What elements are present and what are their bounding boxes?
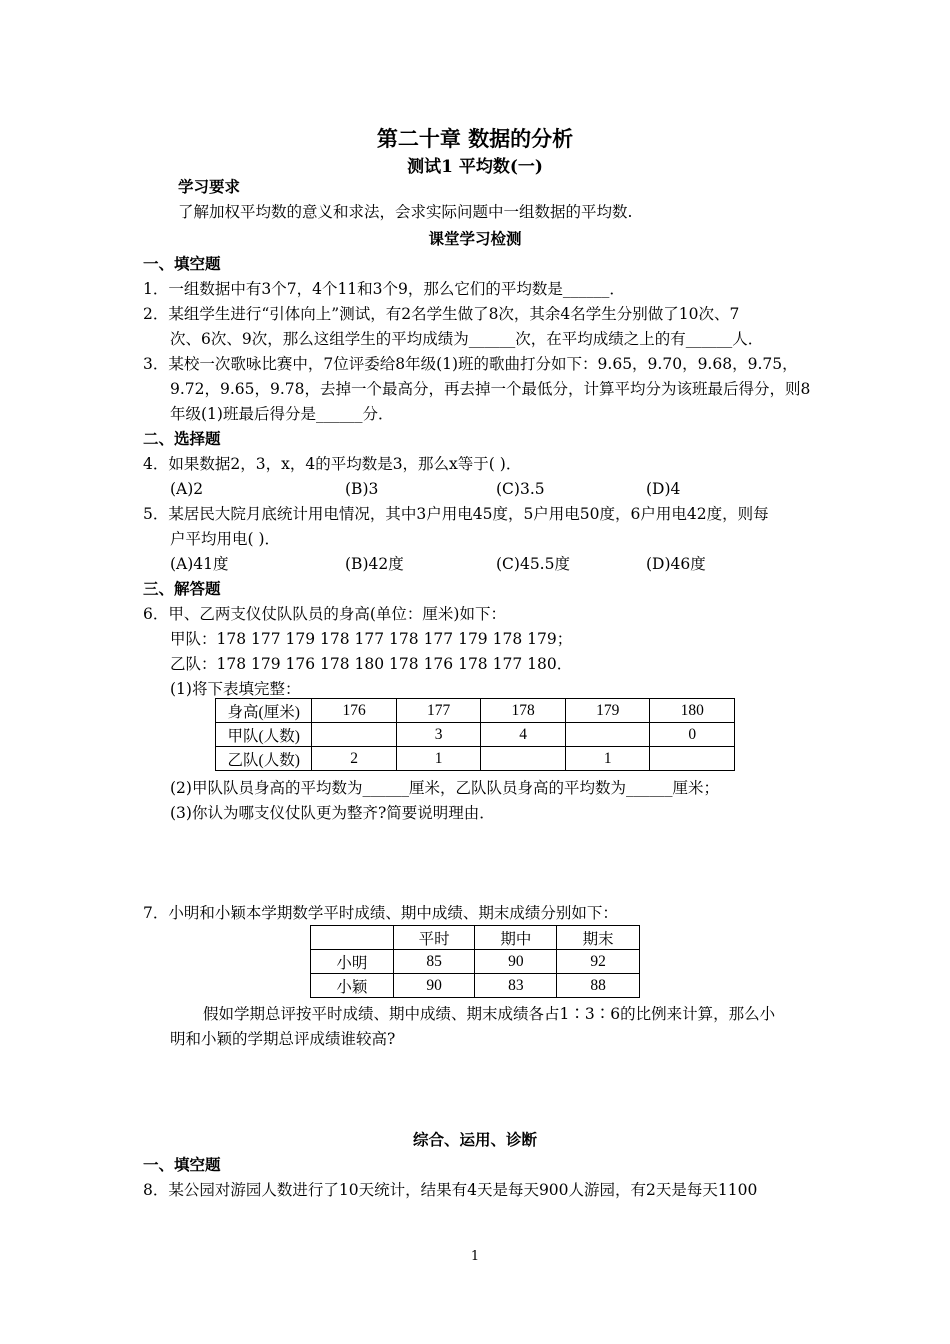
table-row xyxy=(216,747,735,771)
requirements-heading: 学习要求 xyxy=(178,177,241,196)
table-cell: 甲队(人数) xyxy=(216,723,312,747)
section-title-class: 课堂学习检测 xyxy=(428,229,522,248)
part-heading-choice: 二、选择题 xyxy=(143,429,221,448)
part-heading-fill-2: 一、填空题 xyxy=(143,1155,221,1174)
table-cell xyxy=(650,747,735,771)
q4-option-a: (A)2 xyxy=(170,480,204,498)
question-3-line-2: 9.72，9.65，9.78，去掉一个最高分，再去掉一个最低分，计算平均分为该班最后得分，则8 xyxy=(170,380,811,398)
table-cell xyxy=(565,723,650,747)
table-row xyxy=(216,699,735,723)
q7-text-line-2: 明和小颖的学期总评成绩谁较高? xyxy=(170,1030,396,1048)
question-2-line-1: 2．某组学生进行“引体向上”测试，有2名学生做了8次，其余4名学生分别做了10次、7 xyxy=(143,305,740,323)
q6-team-yi-data: 乙队：178 179 176 178 180 178 176 178 177 180． xyxy=(170,655,573,673)
table-cell: 1 xyxy=(396,747,481,771)
table-cell xyxy=(481,747,566,771)
table-cell: 180 xyxy=(650,699,735,723)
height-table xyxy=(215,698,735,771)
test-title: 测试1 平均数(一) xyxy=(407,157,543,177)
part-heading-solve: 三、解答题 xyxy=(143,579,221,598)
question-3-line-1: 3．某校一次歌咏比赛中，7位评委给8年级(1)班的歌曲打分如下：9.65，9.70，9.68，9.75， xyxy=(143,355,798,373)
table-row xyxy=(311,974,640,998)
table-cell: 小明 xyxy=(311,950,394,974)
table-cell xyxy=(311,926,394,950)
table-cell xyxy=(312,723,397,747)
question-5-line-2: 户平均用电( )． xyxy=(170,530,281,548)
q5-option-b: (B)42度 xyxy=(345,555,404,573)
question-1: 1．一组数据中有3个7，4个11和3个9，那么它们的平均数是______． xyxy=(143,280,625,298)
table-cell: 乙队(人数) xyxy=(216,747,312,771)
q5-option-c: (C)45.5度 xyxy=(496,555,570,573)
question-2-line-2: 次、6次、9次，那么这组学生的平均成绩为______次，在平均成绩之上的有______人． xyxy=(170,330,764,348)
question-5-line-1: 5．某居民大院月底统计用电情况，其中3户用电45度，5户用电50度，6户用电42度，则每 xyxy=(143,505,769,523)
question-3-line-3: 年级(1)班最后得分是______分． xyxy=(170,405,394,423)
q4-option-c: (C)3.5 xyxy=(496,480,545,498)
table-cell: 90 xyxy=(475,950,557,974)
table-cell: 179 xyxy=(565,699,650,723)
table-cell: 2 xyxy=(312,747,397,771)
table-cell: 92 xyxy=(557,950,640,974)
table-cell: 178 xyxy=(481,699,566,723)
q4-option-d: (D)4 xyxy=(646,480,681,498)
table-cell: 4 xyxy=(481,723,566,747)
q4-option-b: (B)3 xyxy=(345,480,379,498)
table-row xyxy=(311,926,640,950)
table-cell: 平时 xyxy=(393,926,475,950)
table-cell: 176 xyxy=(312,699,397,723)
q5-option-d: (D)46度 xyxy=(646,555,706,573)
q6-team-jia-data: 甲队：178 177 179 178 177 178 177 179 178 179； xyxy=(170,630,573,648)
table-cell: 88 xyxy=(557,974,640,998)
q6-subquestion-2: (2)甲队队员身高的平均数为______厘米，乙队队员身高的平均数为______厘米； xyxy=(170,779,719,797)
q7-text-line-1: 假如学期总评按平时成绩、期中成绩、期末成绩各占1∶3∶6的比例来计算，那么小 xyxy=(203,1005,776,1023)
chapter-title: 第二十章 数据的分析 xyxy=(376,126,574,151)
table-cell: 1 xyxy=(565,747,650,771)
table-cell: 3 xyxy=(396,723,481,747)
table-cell: 83 xyxy=(475,974,557,998)
table-cell: 小颖 xyxy=(311,974,394,998)
table-row xyxy=(311,950,640,974)
table-cell: 177 xyxy=(396,699,481,723)
table-cell: 0 xyxy=(650,723,735,747)
q6-subquestion-3: (3)你认为哪支仪仗队更为整齐?简要说明理由． xyxy=(170,804,495,822)
part-heading-fill: 一、填空题 xyxy=(143,254,221,273)
question-4: 4．如果数据2，3，x，4的平均数是3，那么x等于( )． xyxy=(143,455,522,473)
table-cell: 90 xyxy=(393,974,475,998)
q6-subquestion-1: (1)将下表填完整： xyxy=(170,680,301,698)
table-cell: 期中 xyxy=(475,926,557,950)
section-title-comprehensive: 综合、运用、诊断 xyxy=(412,1130,537,1149)
page-number: 1 xyxy=(470,1249,480,1264)
table-row xyxy=(216,723,735,747)
question-6: 6．甲、乙两支仪仗队队员的身高(单位：厘米)如下： xyxy=(143,605,506,623)
score-table xyxy=(310,925,640,998)
q5-option-a: (A)41度 xyxy=(170,555,229,573)
question-8: 8．某公园对游园人数进行了10天统计，结果有4天是每天900人游园，有2天是每天1100 xyxy=(143,1181,758,1199)
requirements-text: 了解加权平均数的意义和求法，会求实际问题中一组数据的平均数. xyxy=(178,203,633,221)
table-cell: 身高(厘米) xyxy=(216,699,312,723)
question-7: 7．小明和小颖本学期数学平时成绩、期中成绩、期末成绩分别如下： xyxy=(143,904,618,922)
table-cell: 85 xyxy=(393,950,475,974)
table-cell: 期末 xyxy=(557,926,640,950)
